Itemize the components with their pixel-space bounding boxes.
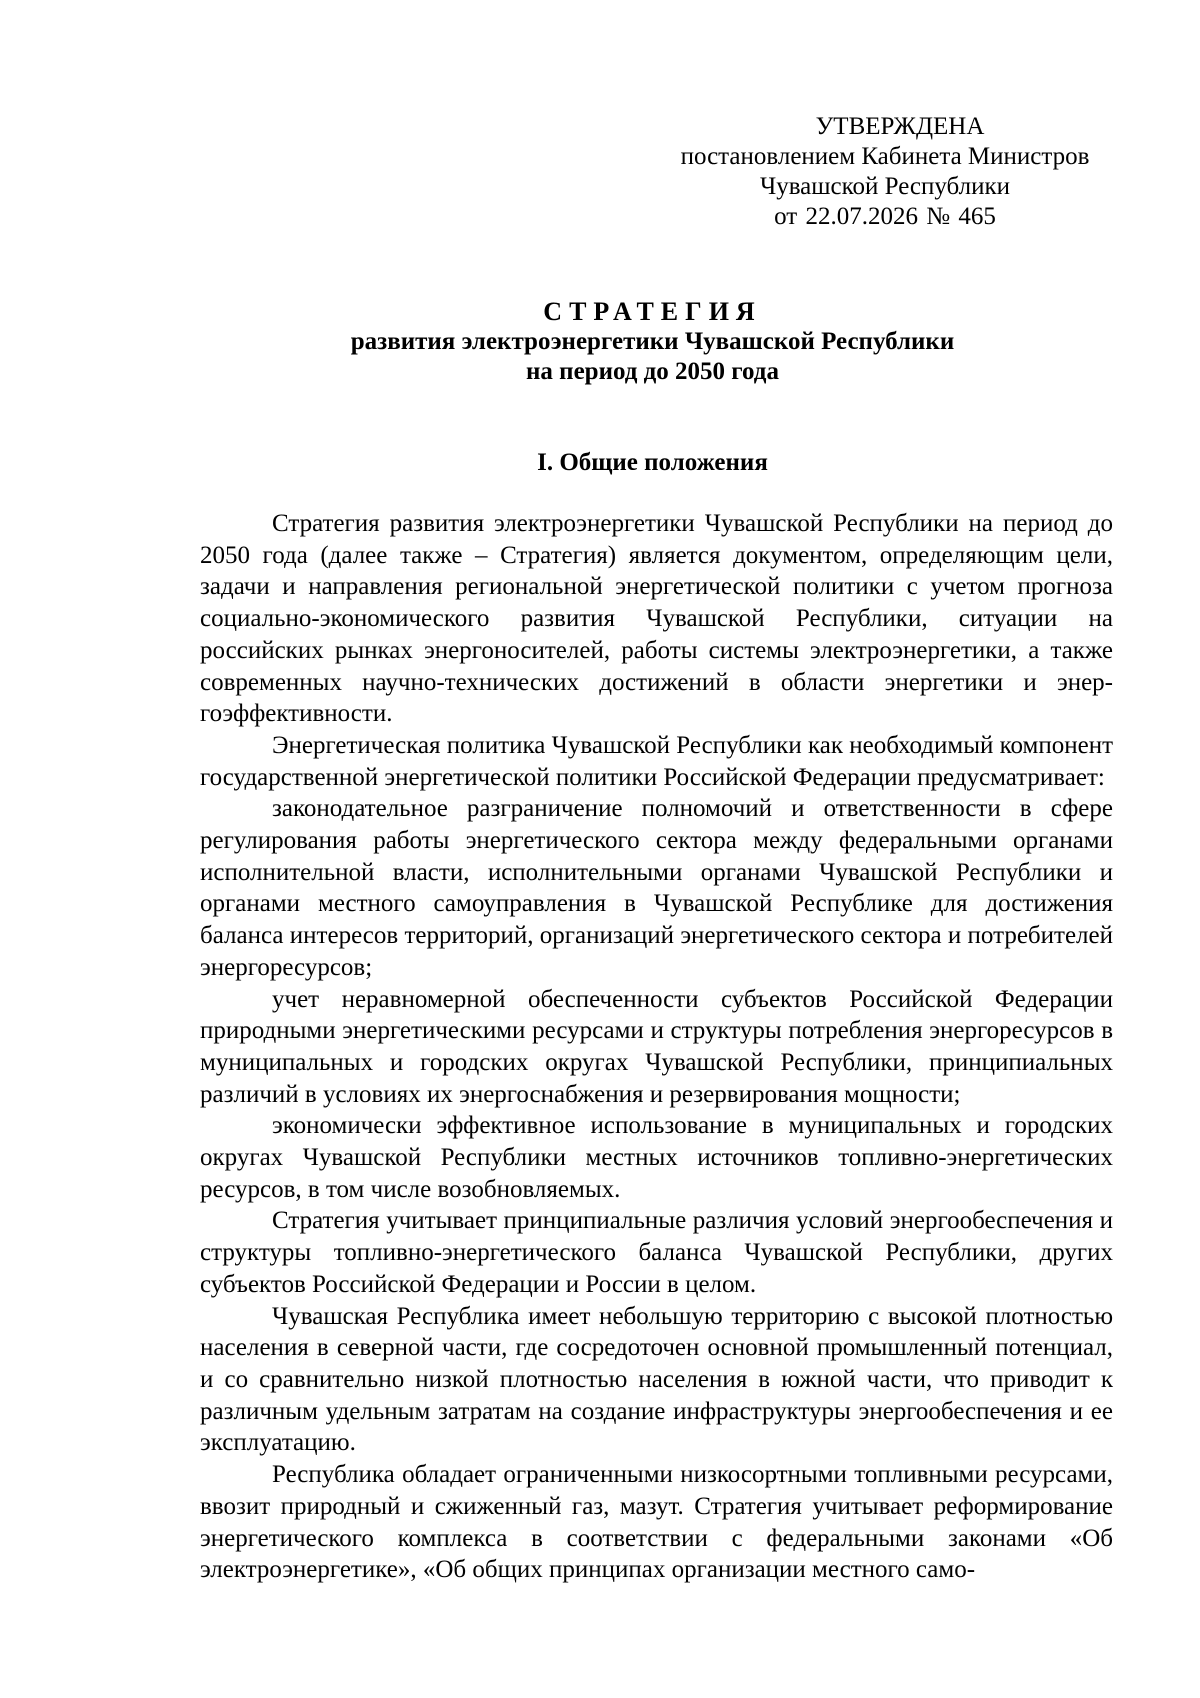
approval-republic: Чувашской Республики — [759, 173, 1011, 200]
document-subtitle-line-2: на период до 2050 года — [526, 358, 779, 385]
paragraph: Республика обладает ограниченными низкосортными топливными ресурсами, ввозит природный и сжиженный газ, мазут. Стратегия учитывает реформирование энергетического комплекса в соответствии с федеральными законами «Об электроэнергетике», «Об общих принципах организации местного само- — [200, 1461, 1113, 1584]
paragraph: Стратегия учитывает принципиальные различия условий энергообеспечения и структуры топливно-энергетического баланса Чувашской Республики, других субъектов Российской Федерации и России в целом. — [200, 1207, 1113, 1298]
paragraph: законодательное разграничение полномочий и ответственности в сфере регулирования работы энергетического сектора между федеральными органами исполнительной власти, исполнительными органами Чувашской Республики и органами местного самоуправления в Чувашской Республике для достижения баланса интересов территорий, организаций энергетического сектора и потребителей энергоресурсов; — [200, 795, 1113, 981]
approval-block — [655, 112, 1115, 232]
paragraph: учет неравномерной обеспеченности субъектов Российской Федерации природными энергетическими ресурсами и структуры потребления энергоресурсов в муниципальных и городских округах Чувашской Республики, принципиальных различий в условиях их энергоснабжения и резервирования мощности; — [200, 985, 1113, 1108]
paragraph: Чувашская Республика имеет небольшую территорию с высокой плотностью населения в северной части, где сосредоточен основной промышленный потенциал, и со сравнительно низкой плотностью населения в южной части, что приводит к различным удельным затратам на создание инфраструктуры энергообеспечения и ее эксплуатацию. — [200, 1302, 1113, 1457]
approval-issuer: постановлением Кабинета Министров — [680, 143, 1090, 170]
approval-stamp-title: УТВЕРЖДЕНА — [815, 113, 985, 140]
document-title: СТРАТЕГИЯ — [543, 297, 762, 326]
paragraph: Энергетическая политика Чувашской Республики как необходимый компонент государственной энергетической политики Российской Федерации предусматривает: — [200, 731, 1114, 791]
paragraph: экономически эффективное использование в муниципальных и городских округах Чувашской Республики местных источников топливно-энергетических ресурсов, в том числе возобновляемых. — [200, 1112, 1113, 1203]
section-heading: I. Общие положения — [537, 449, 768, 476]
approval-date-number: от 22.07.2026 № 465 — [774, 203, 996, 230]
body-text — [200, 508, 1113, 1586]
document-title-block — [200, 297, 1105, 387]
document-subtitle-line-1: развития электроэнергетики Чувашской Республики — [350, 328, 955, 355]
paragraph: Стратегия развития электроэнергетики Чувашской Республики на период до 2050 года (далее также – Стратегия) является документом, определяющим цели, задачи и направления региональной энергетической политики с учетом прогноза социально-экономического развития Чувашской Республики, ситуации на российских рынках энергоносителей, работы системы электроэнергетики, а также современных научно-технических достижений в области энергетики и энергоэффективности. — [200, 510, 1113, 728]
